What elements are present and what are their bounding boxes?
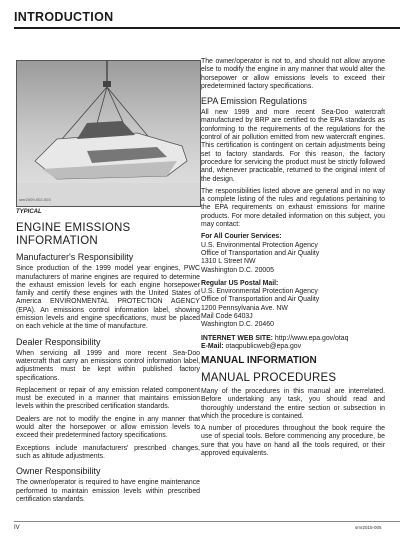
section-engine-emissions: ENGINE EMISSIONS INFORMATION xyxy=(16,222,131,247)
mail-line: U.S. Environmental Protection Agency xyxy=(201,288,318,296)
section-manual-information: MANUAL INFORMATION xyxy=(201,355,317,367)
page-number: IV xyxy=(14,525,20,531)
owner-paragraph: The owner/operator is required to have engine maintenance performed to maintain emission levels within prescribed certification standards. xyxy=(16,479,200,503)
heading-epa: EPA Emission Regulations xyxy=(201,96,307,107)
courier-line: Washington D.C. 20005 xyxy=(201,266,274,274)
courier-label: For All Courier Services: xyxy=(201,233,282,241)
mail-label: Regular US Postal Mail: xyxy=(201,279,279,287)
procedures-paragraph-2: A number of procedures throughout the book require the use of special tools. Before commencing any procedure, be sure that you have on hand all the tools required, or their approved equivalents. xyxy=(201,425,385,458)
header-rule xyxy=(14,27,400,29)
watercraft-illustration xyxy=(17,61,200,206)
mail-address-block xyxy=(201,280,385,330)
courier-address-block xyxy=(201,233,385,274)
web-label: INTERNET WEB SITE: xyxy=(201,334,273,342)
dealer-paragraph-2: Replacement or repair of any emission related component must be executed in a manner that maintains emission levels within the prescribed certification standards. xyxy=(16,386,200,411)
courier-line: U.S. Environmental Protection Agency xyxy=(201,241,318,249)
dealer-paragraph-3: Dealers are not to modify the engine in any manner that would alter the horsepower or allow emission levels to exceed their predetermined factory specifications. xyxy=(16,415,200,440)
photo-caption: TYPICAL xyxy=(16,209,42,215)
mail-line: Mail Code 6403J xyxy=(201,313,253,321)
dealer-paragraph-4: Exceptions include manufacturers' prescribed changes, such as altitude adjustments. xyxy=(16,444,200,460)
right-column xyxy=(201,58,385,462)
page-header-title: INTRODUCTION xyxy=(14,10,114,24)
mail-line: Washington D.C. 20460 xyxy=(201,321,274,329)
mail-line: Office of Transportation and Air Quality xyxy=(201,296,320,304)
heading-owner: Owner Responsibility xyxy=(16,466,101,477)
owner-paragraph-2: The owner/operator is not to, and should not allow anyone else to modify the engine in any manner that would alter the horsepower or allow emissions levels to exceed their predetermined factory specifications. xyxy=(201,58,385,90)
left-column xyxy=(16,60,200,508)
watercraft-photo xyxy=(16,60,201,207)
procedures-paragraph-1: Many of the procedures in this manual are interrelated. Before undertaking any task, you should read and thoroughly understand the entire section or subsection in which the procedure is contained. xyxy=(201,388,385,420)
web-site-line xyxy=(201,335,385,343)
heading-manual-procedures: MANUAL PROCEDURES xyxy=(201,371,337,384)
email-link[interactable]: otaqpublicweb@epa.gov xyxy=(225,342,302,350)
email-label: E-Mail: xyxy=(201,342,224,350)
manufacturer-paragraph: Since production of the 1999 model year engines, PWC manufacturers of marine engines are required to determine the exhaust emission levels for each engine horsepower family and certify these engines with the United States of America ENVIRONMENTAL PROTECTION AGENCY (EPA). An emissions control information label, showing emission levels and engine specifications, must be placed on each vehicle at the time of manufacture. xyxy=(16,265,200,331)
dealer-paragraph-1: When servicing all 1999 and more recent Sea-Doo watercraft that carry an emissions control information label, adjustments must be kept within published factory specifications. xyxy=(16,349,200,382)
web-link[interactable]: http://www.epa.gov/otaq xyxy=(274,334,349,342)
footer-rule xyxy=(14,521,400,522)
document-code: smr2015-005 xyxy=(355,525,382,530)
mail-line: 1200 Pennsylvania Ave. NW xyxy=(201,304,288,312)
epa-paragraph-2: The responsibilities listed above are general and in no way a complete listing of the rules and regulations pertaining to the EPA requirements on exhaust emissions for marine products. For more detailed information on this subject, you may contact: xyxy=(201,187,385,229)
epa-paragraph-1: All new 1999 and more recent Sea-Doo watercraft manufactured by BRP are certified to the EPA standards as conforming to the requirements of the regulations for the control of air pollution emitted from new watercraft engines. This certification is contingent on certain adjustments being set to factory standards. For this reason, the factory procedure for servicing the product must be strictly followed and, whenever practicable, returned to the original intent of the design. xyxy=(201,109,385,183)
email-line xyxy=(201,343,385,351)
heading-dealer: Dealer Responsibility xyxy=(16,336,101,347)
photo-code: smr2009-002-003 xyxy=(19,196,51,202)
heading-manufacturer: Manufacturer's Responsibility xyxy=(16,252,134,263)
courier-line: 1310 L Street NW xyxy=(201,258,256,266)
courier-line: Office of Transportation and Air Quality xyxy=(201,249,320,257)
